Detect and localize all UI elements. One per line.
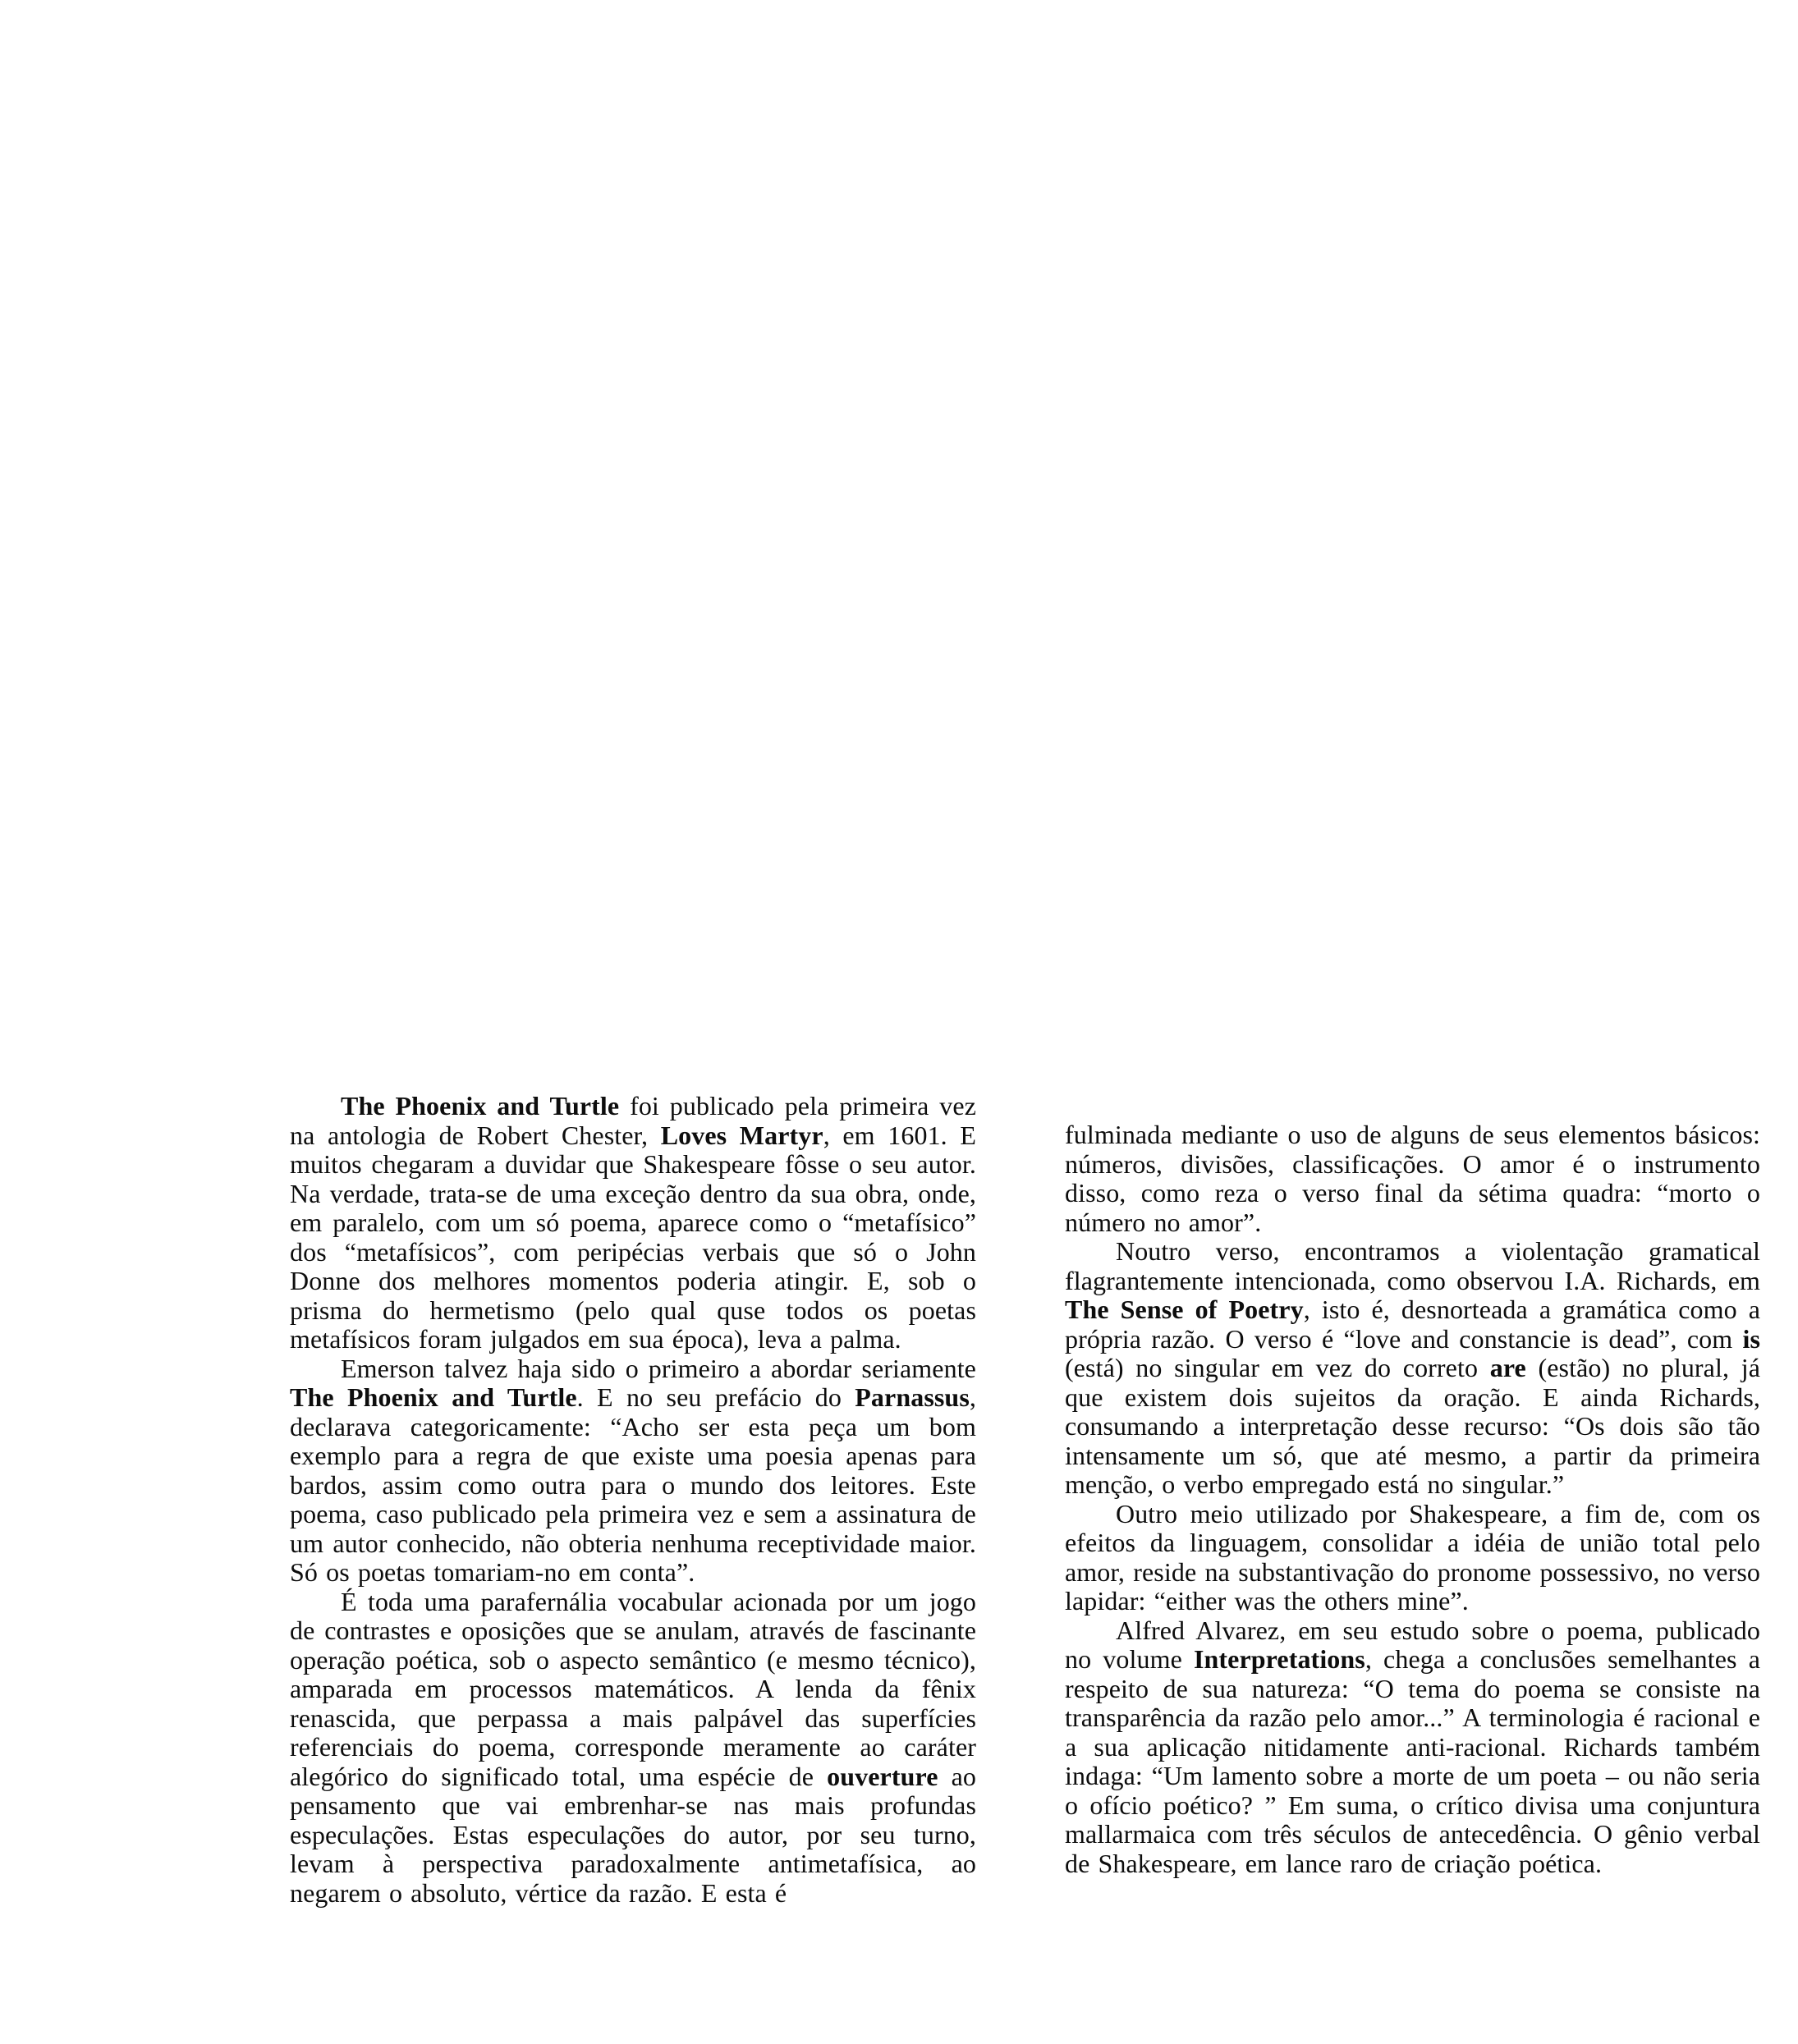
text-run: fulminada mediante o uso de alguns de seus elementos básicos: números, divisões, classificações. O amor é o instrumento disso, como reza o verso final da sétima quadra: “morto o número no amor”. [1065,1120,1760,1237]
paragraph [1065,1237,1760,1500]
paragraph [1065,1121,1760,1237]
text-run: , chega a conclusões semelhantes a respeito de sua natureza: “O tema do poema se consiste na transparência da razão pelo amor...” A terminologia é racional e a sua aplicação nitidamente anti-racional. Richards também indaga: “Um lamento sobre a morte de um poeta – ou não seria o ofício poético? ” Em suma, o crítico divisa uma conjuntura mallarmaica com três séculos de antecedência. O gênio verbal de Shakespeare, em lance raro de criação poética. [1065,1644,1761,1878]
bold-text-run: ouverture [827,1761,938,1791]
text-run: Outro meio utilizado por Shakespeare, a fim de, com os efeitos da linguagem, consolidar a idéia de união total pelo amor, reside na substantivação do pronome possessivo, no verso lapidar: “either was the others mine”. [1065,1498,1760,1615]
bold-text-run: The Sense of Poetry [1065,1295,1304,1324]
bold-text-run: Interpretations [1193,1644,1365,1674]
text-run: (estão) no plural, já que existem dois sujeitos da oração. E ainda Richards, consumando a interpretação desse recurso: “Os dois são tão intensamente um só, que até mesmo, a partir da primeira menção, o verbo empregado está no singular.” [1065,1353,1760,1499]
paragraph [1065,1500,1760,1616]
text-run: Emerson talvez haja sido o primeiro a abordar seriamente [341,1353,976,1383]
bold-text-run: are [1489,1353,1526,1382]
text-run: É toda uma parafernália vocabular acionada por um jogo de contrastes e oposições que se anulam, através de fascinante operação poética, sob o aspecto semântico (e mesmo técnico), amparada em processos matemáticos. A lenda da fênix renascida, que perpassa a mais palpável das superfícies referenciais do poema, corresponde meramente ao caráter alegórico do significado total, uma espécie de [290,1586,976,1791]
paragraph [290,1092,976,1354]
text-run: , isto é, desnorteada a gramática como a própria razão. O verso é “love and constancie is dead”, com [1065,1295,1761,1354]
text-run: , em 1601. E muitos chegaram a duvidar que Shakespeare fôsse o seu autor. Na verdade, trata-se de uma exceção dentro da sua obra, onde, em paralelo, com um só poema, aparece como o “metafísico” dos “metafísicos”, com peripécias verbais que só o John Donne dos melhores momentos poderia atingir. E, sob o prisma do hermetismo (pelo qual quse todos os poetas metafísicos foram julgados em sua época), leva a palma. [290,1120,977,1354]
text-run: , declarava categoricamente: “Acho ser esta peça um bom exemplo para a regra de que existe uma poesia apenas para bardos, assim como outra para o mundo dos leitores. Este poema, caso publicado pela primeira vez e sem a assinatura de um autor conhecido, não obteria nenhuma receptividade maior. Só os poetas tomariam-no em conta”. [290,1382,976,1587]
text-run: . E no seu prefácio do [576,1382,855,1412]
bold-text-run: The Phoenix and Turtle [341,1091,620,1121]
right-text-column [1065,1121,1760,1878]
text-run: Noutro verso, encontramos a violentação gramatical flagrantemente intencionada, como observou I.A. Richards, em [1065,1236,1760,1295]
left-text-column [290,1092,976,1908]
paragraph [1065,1616,1760,1879]
text-run: foi publicado pela primeira vez na antologia de Robert Chester, [290,1091,977,1150]
bold-text-run: Parnassus [855,1382,970,1412]
bold-text-run: The Phoenix and Turtle [290,1382,577,1412]
paragraph [290,1354,976,1588]
bold-text-run: Loves Martyr [660,1120,823,1150]
text-run: ao pensamento que vai embrenhar-se nas mais profundas especulações. Estas especulações do autor, por seu turno, levam à perspectiva paradoxalmente antimetafísica, ao negarem o absoluto, vértice da razão. E esta é [290,1761,976,1908]
text-run: (está) no singular em vez do correto [1065,1353,1490,1382]
text-run: Alfred Alvarez, em seu estudo sobre o poema, publicado no volume [1065,1615,1760,1674]
paragraph [290,1588,976,1909]
bold-text-run: is [1742,1323,1760,1354]
